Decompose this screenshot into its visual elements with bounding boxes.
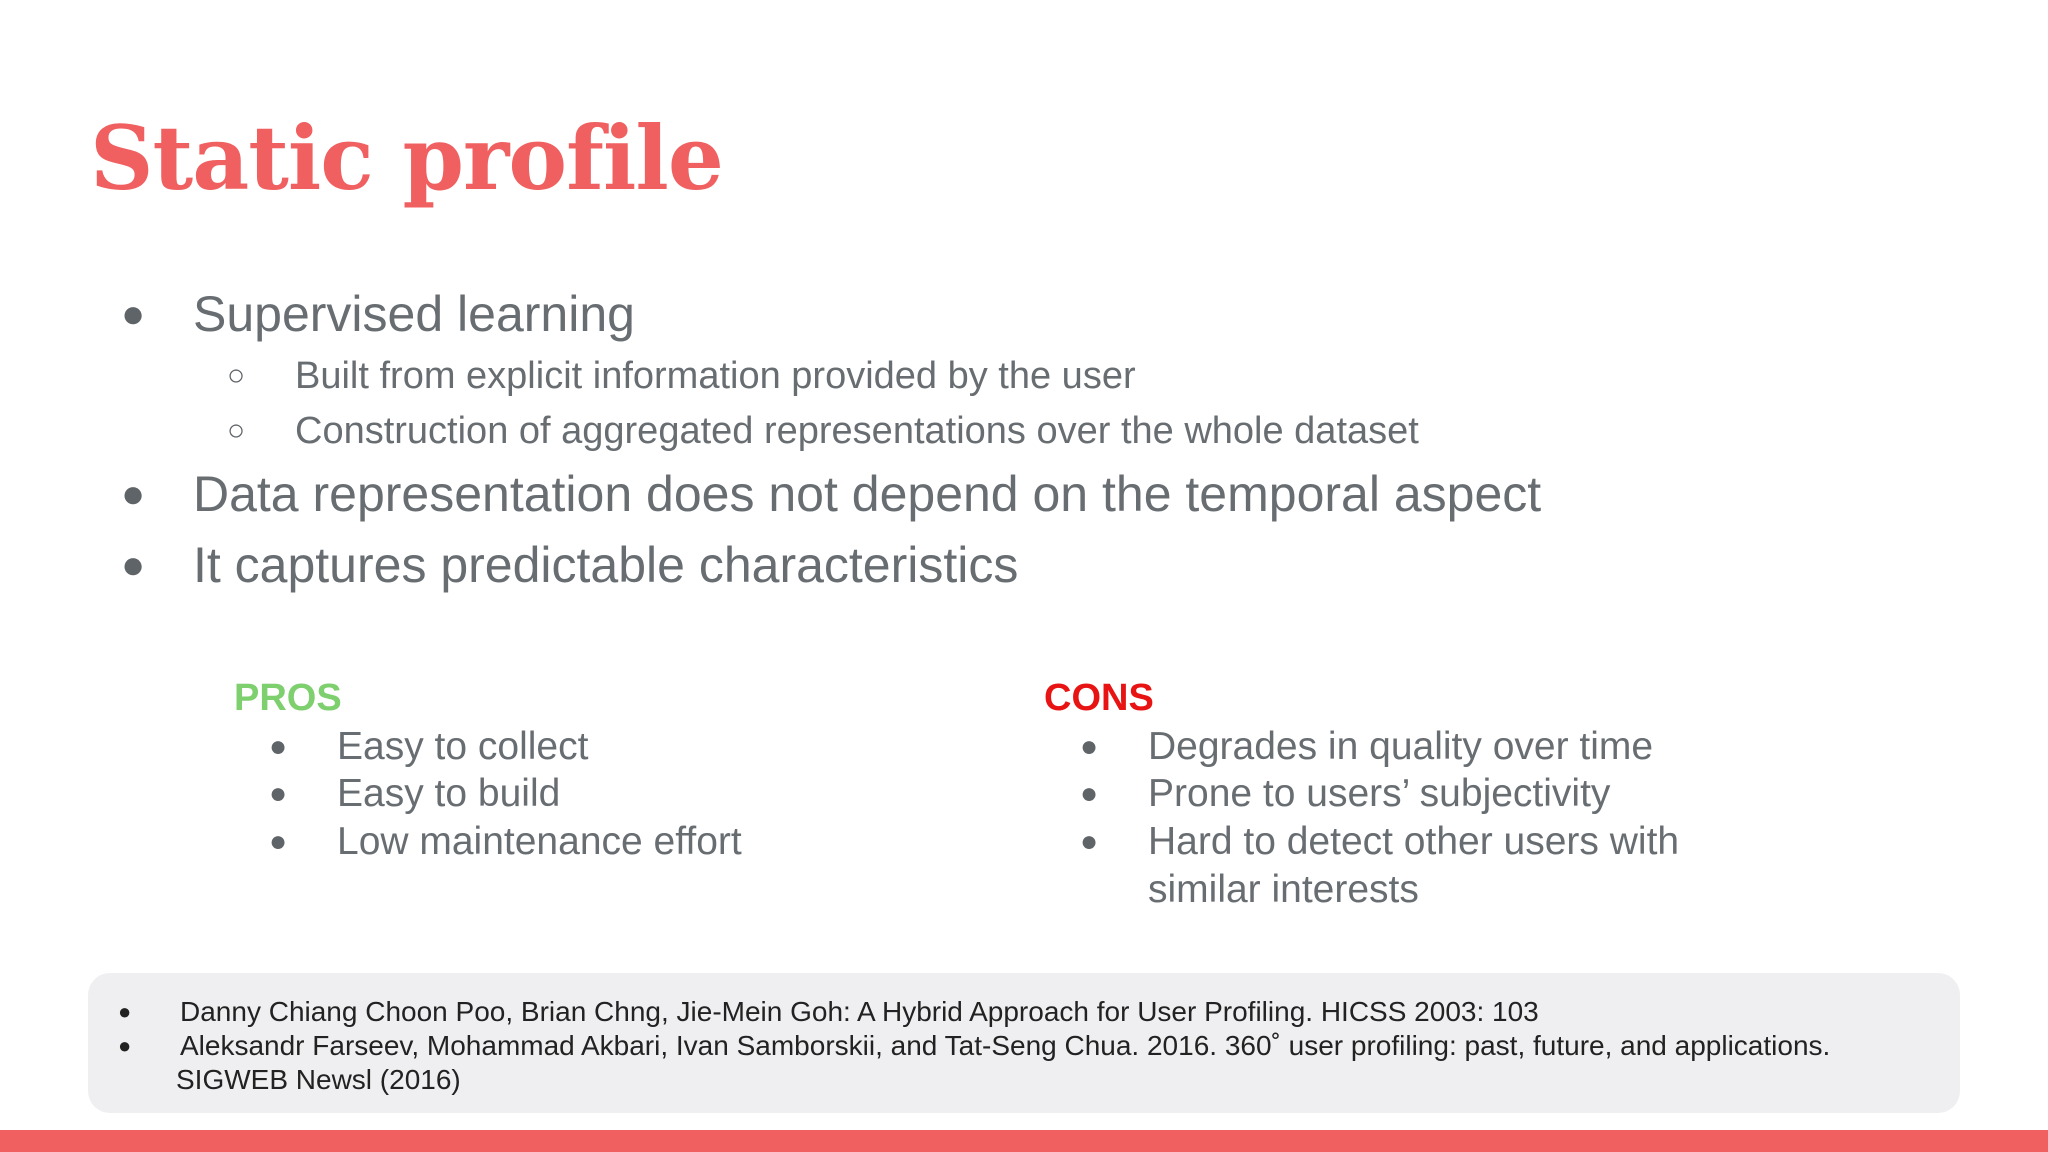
pros-title: PROS [234,677,342,719]
bullet-icon: ● [269,777,288,810]
bullet-text: Data representation does not depend on the temporal aspect [193,466,1542,522]
reference-box [88,973,1960,1113]
cons-item-continuation: similar interests [1148,868,1419,911]
bullet-icon: ● [1080,730,1099,763]
pros-item-text: Easy to build [337,772,561,815]
reference-item [118,1029,1831,1063]
sub-bullet-icon: ○ [227,359,246,392]
bullet-icon: ● [118,999,132,1024]
bullet-text: Supervised learning [193,286,635,342]
cons-item-text: Degrades in quality over time [1148,725,1654,768]
cons-item [1080,723,1654,771]
pros-item [269,818,742,866]
cons-item [1080,770,1611,818]
reference-text: Aleksandr Farseev, Mohammad Akbari, Ivan Samborskii, and Tat-Seng Chua. 2016. 360˚ user profiling: past, future, and applications. [180,1030,1831,1061]
bullet-item [121,284,635,344]
bullet-icon: ● [269,730,288,763]
bullet-icon: ● [121,543,146,587]
bullet-text: It captures predictable characteristics [193,537,1019,593]
reference-item [118,995,1539,1029]
bullet-icon: ● [121,292,146,336]
sub-bullet-item [227,353,1136,399]
pros-item-text: Easy to collect [337,725,589,768]
pros-item [269,770,561,818]
sub-bullet-text: Construction of aggregated representations over the whole dataset [295,410,1419,452]
cons-title: CONS [1044,677,1154,719]
sub-bullet-icon: ○ [227,414,246,447]
reference-text: Danny Chiang Choon Poo, Brian Chng, Jie-Mein Goh: A Hybrid Approach for User Profiling. HICSS 2003: 103 [180,996,1539,1027]
slide-title: Static profile [90,106,723,210]
bullet-icon: ● [121,472,146,516]
sub-bullet-item [227,408,1419,454]
bullet-item [121,535,1019,595]
reference-continuation: SIGWEB Newsl (2016) [176,1064,461,1095]
cons-item [1080,818,1680,866]
bullet-icon: ● [1080,777,1099,810]
pros-item [269,723,589,771]
bullet-item [121,464,1542,524]
accent-bar [0,1130,2048,1152]
cons-item-text: Hard to detect other users with [1148,820,1680,863]
bullet-icon: ● [118,1033,132,1058]
cons-item-text: Prone to users’ subjectivity [1148,772,1611,815]
pros-item-text: Low maintenance effort [337,820,742,863]
sub-bullet-text: Built from explicit information provided by the user [295,355,1136,397]
bullet-icon: ● [1080,825,1099,858]
bullet-icon: ● [269,825,288,858]
